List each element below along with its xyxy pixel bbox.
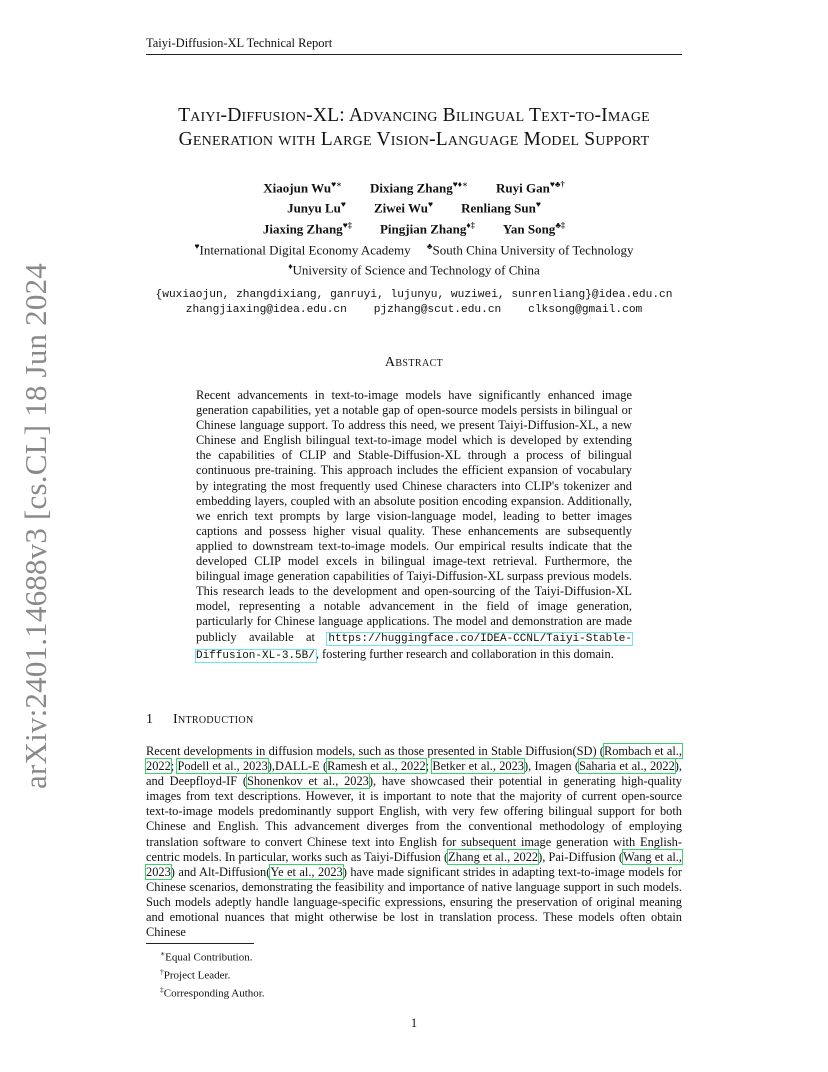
arxiv-stamp-text: arXiv:2401.14688v3 [cs.CL] 18 Jun 2024 (18, 263, 54, 789)
affiliation-row-1: ♥International Digital Economy Academy ♣South China University of Technology (194, 241, 634, 258)
footnote: †Project Leader. (160, 966, 231, 982)
author: Ziwei Wu♥ (373, 199, 434, 216)
author: Dixiang Zhang♥♦∗ (370, 179, 469, 196)
footnote-divider (146, 943, 254, 944)
abstract-heading: Abstract (384, 355, 444, 370)
footnote: ‡Corresponding Author. (160, 984, 265, 1000)
paper-title (146, 104, 682, 152)
affiliations (146, 238, 682, 279)
citation-link[interactable]: Saharia et al., 2022 (579, 759, 675, 774)
affiliation-row-2: ♦University of Science and Technology of China (288, 261, 540, 278)
author-emails (120, 288, 708, 318)
page-number: 1 (410, 1016, 418, 1030)
abstract-text: Recent advancements in text-to-image models have significantly enhanced image generation capabilities, yet a notable gap of open-source models persists in bilingual or Chinese language support. To address this need, we present Taiyi-Diffusion-XL, a new Chinese and English bilingual text-to-image model which is developed by extending the capabilities of CLIP and Stable-Diffusion-XL through a process of bilingual continuous pre-training. This approach includes the efficient expansion of vocabulary by integrating the most frequently used Chinese characters into CLIP's tokenizer and embedding layers, coupled with an absolute position encoding expansion. Additionally, we enrich text prompts by large vision-language model, leading to better images captions and possess higher visual quality. These enhancements are subsequently applied to downstream text-to-image models. Our empirical results indicate that the developed CLIP model excels in bilingual image-text retrieval. Furthermore, the bilingual image generation capabilities of Taiyi-Diffusion-XL surpass previous models. This research leads to the development and open-sourcing of the Taiyi-Diffusion-XL model, representing a notable advancement in the field of image generation, particularly for Chinese language applications. The model and demonstration are made publicly available at (196, 388, 632, 644)
citation-link[interactable]: Rombach et al., 2022 (146, 744, 682, 774)
citation-link[interactable]: Shonenkov et al., 2023 (246, 774, 369, 789)
introduction-paragraph: Recent developments in diffusion models, such as those presented in Stable Diffusion(SD) (Rombach et al., 2022; Podell et al., 2023),DALL-E (Ramesh et al., 2022; Betker et al., 2023), Imagen (Saharia et al., 2022), and Deepfloyd-IF (Shonenkov et al., 2023), have showcased their potential in generating high-quality images from text descriptions. However, it is important to note that the majority of current open-source text-to-image models predominantly support English, with very few offering bilingual support for both Chinese and English. This advancement diverges from the conventional methodology of employing translation software to convert Chinese text into English for subsequent image generation with English-centric models. In particular, works such as Taiyi-Diffusion (Zhang et al., 2022), Pai-Diffusion (Wang et al., 2023) and Alt-Diffusion(Ye et al., 2023) have made significant strides in adapting text-to-image models for Chinese scenarios, demonstrating the feasibility and importance of native language support in such models. Such models adeptly handle language-specific expressions, ensuring the preservation of original meaning and emotional nuances that might otherwise be lost in translation process. These models often obtain Chinese (146, 744, 682, 940)
citation-link[interactable]: Betker et al., 2023 (432, 759, 524, 774)
author-row-1 (146, 176, 682, 196)
citation-link[interactable]: Podell et al., 2023 (177, 759, 268, 774)
author: Jiaxing Zhang♥‡ (262, 219, 352, 236)
citation-link[interactable]: Wang et al., 2023 (146, 849, 682, 879)
author-list (146, 176, 682, 237)
email-line-2: zhangjiaxing@idea.edu.cn pjzhang@scut.edu.cn clksong@gmail.com (185, 304, 643, 316)
citation-link[interactable]: Zhang et al., 2022 (448, 849, 539, 864)
arxiv-identifier-stamp[interactable] (14, 263, 58, 789)
section-number: 1 (146, 712, 154, 727)
section-title: Introduction (173, 712, 254, 727)
author-row-3 (146, 217, 682, 237)
author: Pingjian Zhang♦‡ (379, 219, 475, 236)
email-line-1: {wuxiaojun, zhangdixiang, ganruyi, lujunyu, wuziwei, sunrenliang}@idea.edu.cn (155, 289, 673, 301)
affiliation-ustc: University of Science and Technology of China (292, 262, 540, 278)
footnote: ∗Equal Contribution. (160, 949, 253, 964)
author: Ruyi Gan♥♣† (496, 179, 565, 196)
affiliation-scut: South China University of Technology (432, 242, 634, 258)
running-head: Taiyi-Diffusion-XL Technical Report (146, 36, 682, 55)
title-line-1: Taiyi-Diffusion-XL: Advancing Bilingual Text-to-Image (178, 105, 650, 126)
citation-link[interactable]: Ramesh et al., 2022 (327, 759, 426, 774)
author: Xiaojun Wu♥∗ (263, 179, 343, 196)
author: Junyu Lu♥ (287, 199, 346, 216)
author: Yan Song♣‡ (502, 219, 566, 236)
huggingface-link[interactable]: https://huggingface.co/IDEA-CCNL/Taiyi-Stable-Diffusion-XL-3.5B/ (196, 632, 632, 662)
abstract-text-end: , fostering further research and collaboration in this domain. (315, 646, 614, 661)
citation-link[interactable]: Ye et al., 2023 (270, 864, 343, 879)
footnotes (160, 947, 680, 1001)
section-heading-introduction (146, 712, 682, 728)
affiliation-idea: International Digital Economy Academy (199, 242, 411, 258)
author-row-2 (146, 196, 682, 216)
title-line-2: Generation with Large Vision-Language Model Support (178, 129, 650, 150)
abstract-body (196, 388, 632, 664)
author: Renliang Sun♥ (461, 199, 541, 216)
